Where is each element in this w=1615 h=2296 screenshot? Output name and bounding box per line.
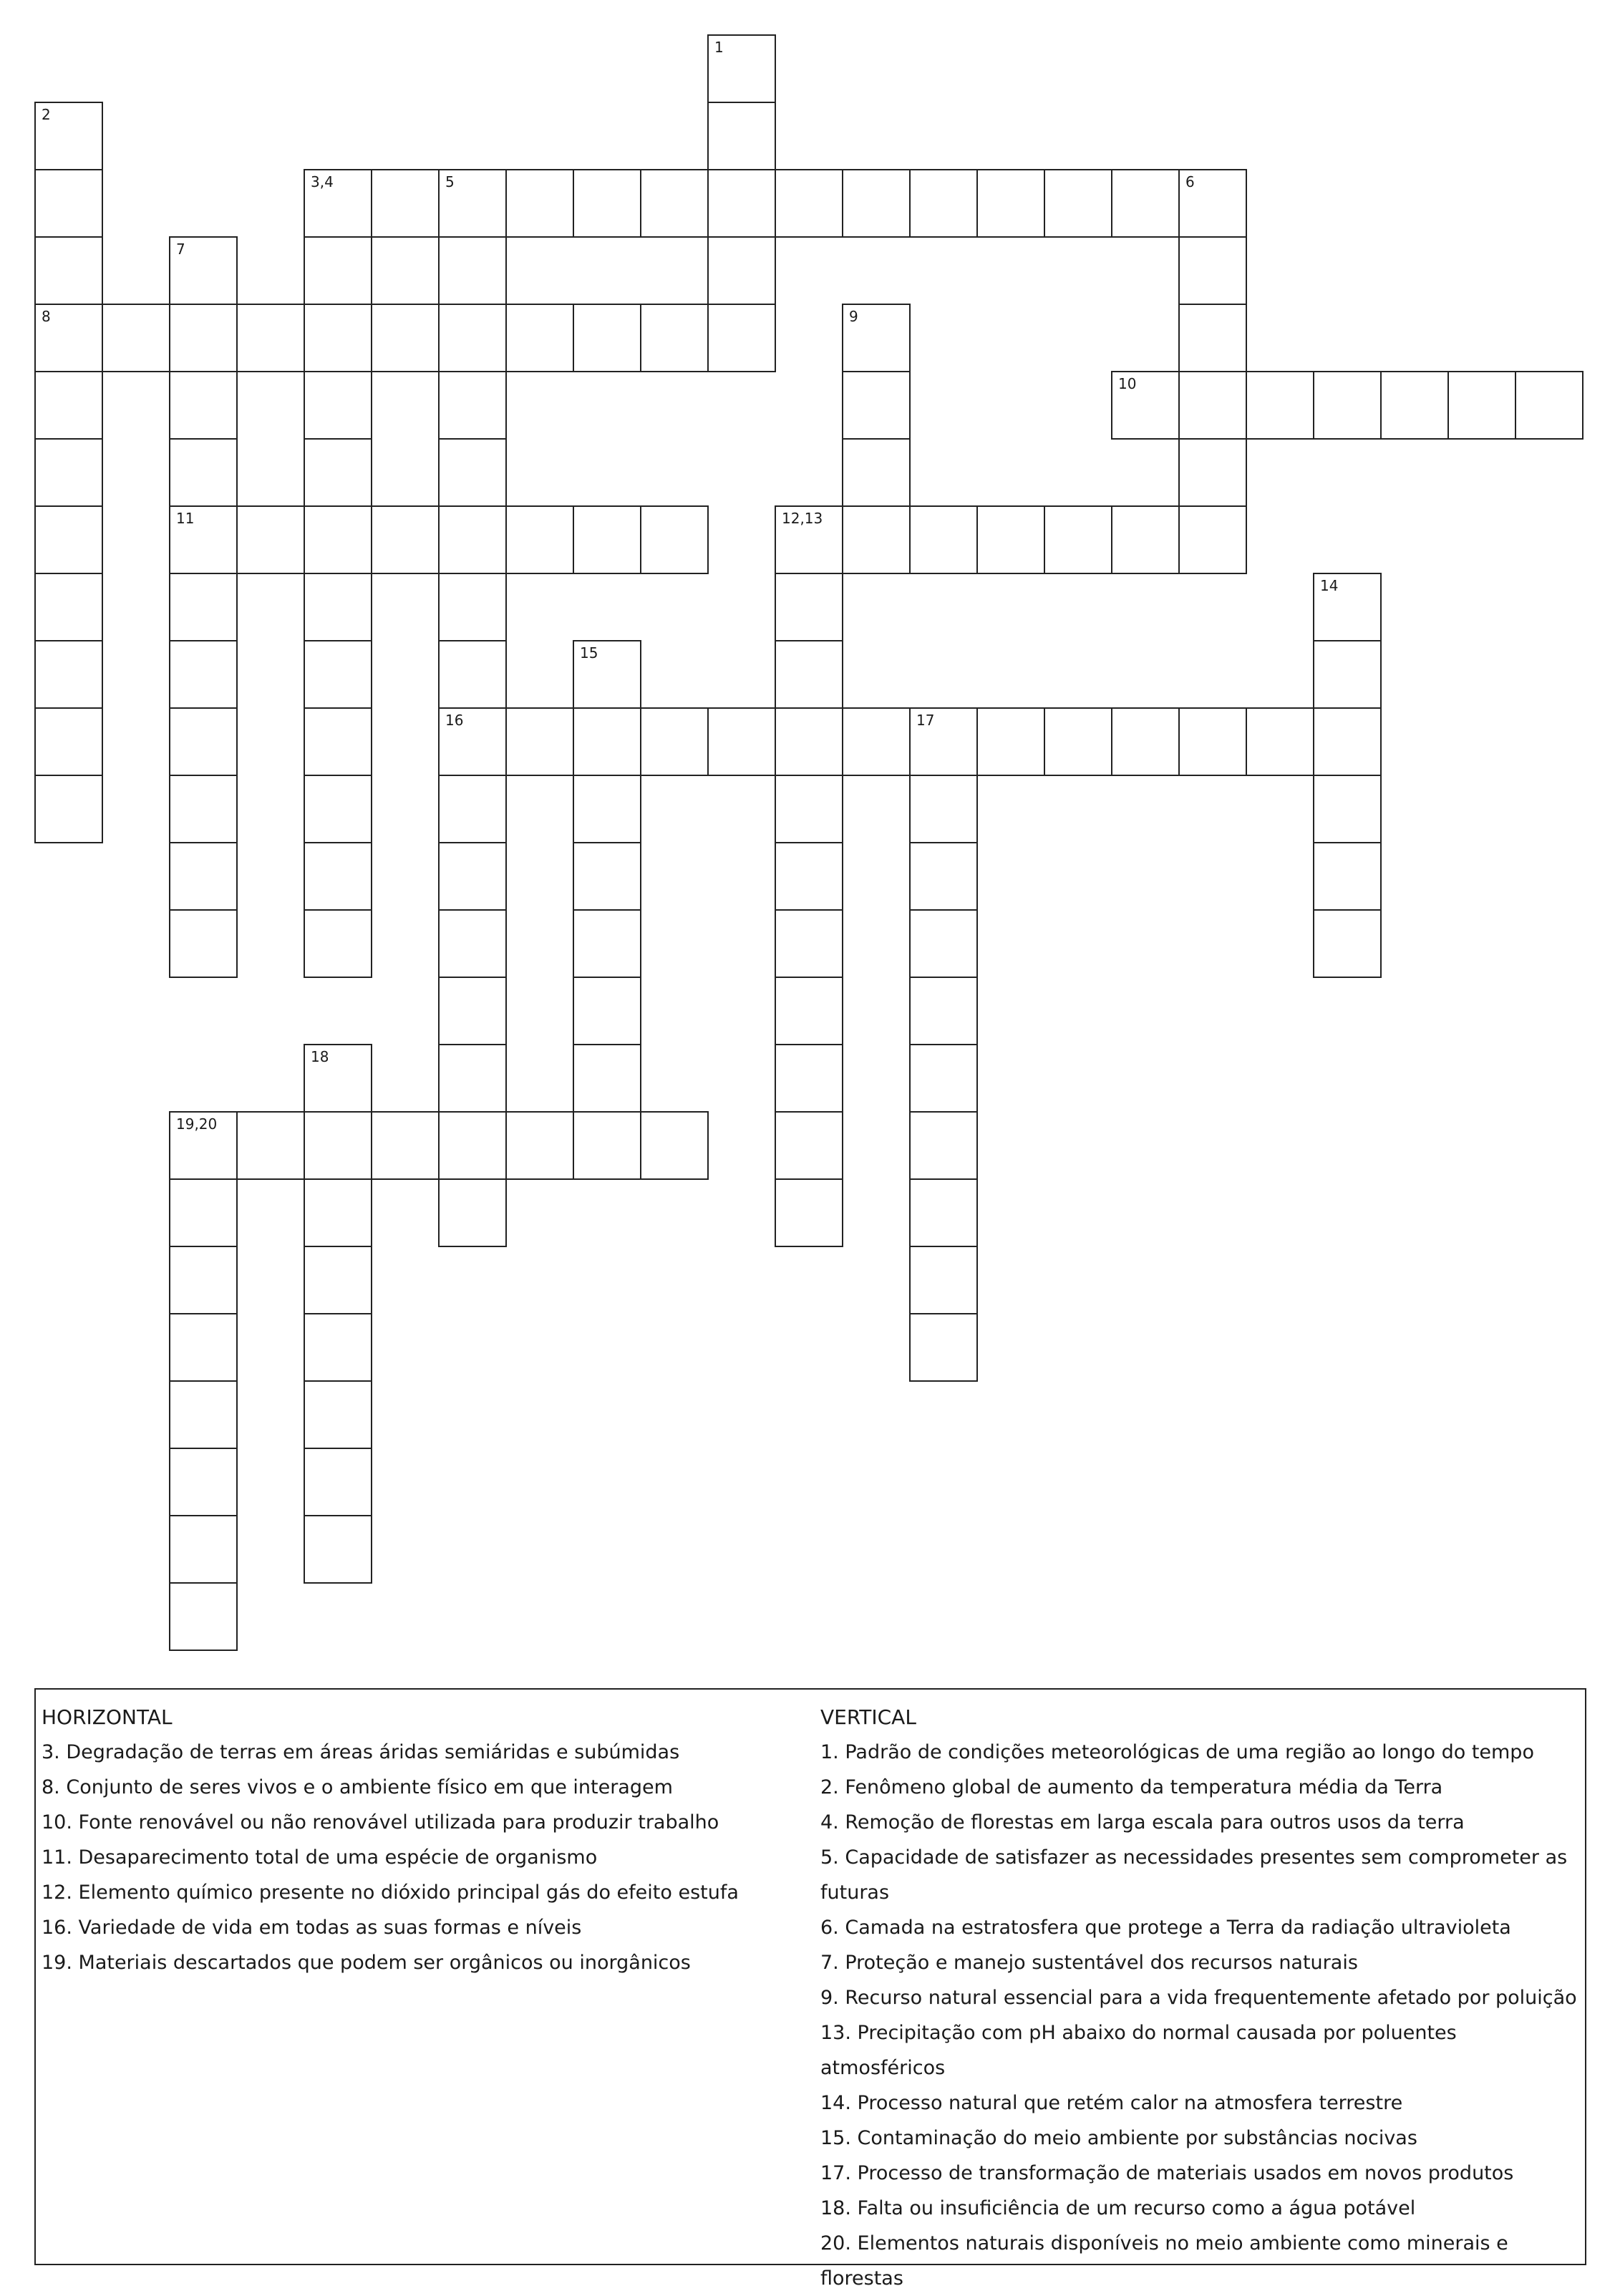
clue-horizontal: 8. Conjunto de seres vivos e o ambiente físico em que interagem	[42, 1776, 673, 1798]
grid-cell[interactable]	[775, 1044, 843, 1113]
grid-cell[interactable]	[169, 438, 238, 507]
grid-cell[interactable]	[1313, 371, 1382, 440]
grid-cell[interactable]	[842, 371, 911, 440]
vertical-title: VERTICAL	[820, 1705, 916, 1729]
grid-cell[interactable]	[1313, 573, 1382, 641]
grid-cell[interactable]	[169, 1313, 238, 1382]
clue-number: 11	[176, 510, 195, 527]
clue-vertical: 6. Camada na estratosfera que protege a Terra da radiação ultravioleta	[820, 1917, 1511, 1939]
clue-number: 5	[445, 173, 455, 190]
grid-cell[interactable]	[573, 304, 641, 372]
clue-horizontal: 10. Fonte renovável ou não renovável utilizada para produzir trabalho	[42, 1811, 719, 1834]
grid-cell[interactable]	[304, 707, 372, 776]
clue-number: 9	[849, 308, 858, 325]
grid-cell[interactable]	[34, 775, 103, 843]
grid-cell[interactable]	[34, 640, 103, 709]
grid-cell[interactable]	[1044, 169, 1112, 238]
grid-cell[interactable]	[371, 304, 440, 372]
grid-cell[interactable]	[304, 640, 372, 709]
grid-cell[interactable]	[1178, 236, 1247, 305]
grid-cell[interactable]	[304, 909, 372, 978]
grid-cell[interactable]	[304, 775, 372, 843]
clue-horizontal: 16. Variedade de vida em todas as suas formas e níveis	[42, 1917, 582, 1939]
grid-cell[interactable]	[775, 640, 843, 709]
grid-cell[interactable]	[371, 169, 440, 238]
grid-cell[interactable]	[34, 371, 103, 440]
grid-cell[interactable]	[304, 842, 372, 911]
grid-cell[interactable]	[169, 1448, 238, 1516]
grid-cell[interactable]	[573, 169, 641, 238]
grid-cell[interactable]	[505, 505, 574, 574]
grid-cell[interactable]	[1313, 842, 1382, 911]
clue-vertical: 9. Recurso natural essencial para a vida frequentemente afetado por poluição	[820, 1987, 1577, 2009]
grid-cell[interactable]	[371, 1111, 440, 1180]
grid-cell[interactable]	[304, 438, 372, 507]
grid-cell[interactable]	[438, 1044, 507, 1113]
grid-cell[interactable]	[640, 505, 709, 574]
grid-cell[interactable]	[573, 707, 641, 776]
grid-cell[interactable]	[304, 169, 372, 238]
clue-vertical: 15. Contaminação do meio ambiente por substâncias nocivas	[820, 2127, 1417, 2149]
grid-cell[interactable]	[438, 842, 507, 911]
grid-cell[interactable]	[1380, 371, 1449, 440]
grid-cell[interactable]	[102, 304, 170, 372]
grid-cell[interactable]	[371, 505, 440, 574]
clue-horizontal: 3. Degradação de terras em áreas áridas semiáridas e subúmidas	[42, 1741, 680, 1763]
horizontal-title: HORIZONTAL	[42, 1705, 173, 1729]
grid-cell[interactable]	[909, 909, 978, 978]
grid-cell[interactable]	[976, 505, 1045, 574]
grid-cell[interactable]	[236, 1111, 305, 1180]
grid-cell[interactable]	[169, 505, 238, 574]
clue-number: 15	[580, 644, 598, 662]
grid-cell[interactable]	[505, 169, 574, 238]
grid-cell[interactable]	[34, 102, 103, 170]
grid-cell[interactable]	[169, 304, 238, 372]
clue-number: 10	[1118, 375, 1137, 392]
grid-cell[interactable]	[169, 1178, 238, 1247]
grid-cell[interactable]	[909, 977, 978, 1045]
grid-cell[interactable]	[169, 1380, 238, 1449]
grid-cell[interactable]	[304, 1515, 372, 1584]
grid-cell[interactable]	[842, 304, 911, 372]
grid-cell[interactable]	[169, 371, 238, 440]
grid-cell[interactable]	[304, 573, 372, 641]
grid-cell[interactable]	[304, 505, 372, 574]
clue-number: 19,20	[176, 1115, 218, 1133]
grid-cell[interactable]	[909, 707, 978, 776]
grid-cell[interactable]	[1111, 169, 1180, 238]
grid-cell[interactable]	[169, 909, 238, 978]
grid-cell[interactable]	[775, 505, 843, 574]
grid-cell[interactable]	[842, 707, 911, 776]
clue-vertical: 5. Capacidade de satisfazer as necessidades presentes sem comprometer as futuras	[820, 1846, 1568, 1904]
grid-cell[interactable]	[976, 707, 1045, 776]
clue-horizontal: 11. Desaparecimento total de uma espécie de organismo	[42, 1846, 598, 1869]
grid-cell[interactable]	[438, 640, 507, 709]
grid-cell[interactable]	[842, 438, 911, 507]
grid-cell[interactable]	[1178, 438, 1247, 507]
grid-cell[interactable]	[169, 707, 238, 776]
grid-cell[interactable]	[169, 842, 238, 911]
grid-cell[interactable]	[1246, 371, 1314, 440]
grid-cell[interactable]	[304, 371, 372, 440]
clue-number: 12,13	[782, 510, 823, 527]
grid-cell[interactable]	[909, 1246, 978, 1314]
grid-cell[interactable]	[1313, 775, 1382, 843]
grid-cell[interactable]	[775, 775, 843, 843]
grid-cell[interactable]	[169, 236, 238, 305]
clue-number: 6	[1185, 173, 1195, 190]
grid-cell[interactable]	[304, 1111, 372, 1180]
clue-number: 18	[311, 1048, 329, 1065]
grid-cell[interactable]	[707, 102, 776, 170]
grid-cell[interactable]	[236, 505, 305, 574]
grid-cell[interactable]	[1178, 707, 1247, 776]
grid-cell[interactable]	[573, 977, 641, 1045]
grid-cell[interactable]	[1178, 371, 1247, 440]
grid-cell[interactable]	[438, 573, 507, 641]
grid-cell[interactable]	[640, 1111, 709, 1180]
grid-cell[interactable]	[573, 1111, 641, 1180]
grid-cell[interactable]	[909, 1111, 978, 1180]
grid-cell[interactable]	[34, 505, 103, 574]
grid-cell[interactable]	[438, 1111, 507, 1180]
grid-cell[interactable]	[909, 505, 978, 574]
grid-cell[interactable]	[909, 842, 978, 911]
grid-cell[interactable]	[1178, 505, 1247, 574]
grid-cell[interactable]	[505, 707, 574, 776]
grid-cell[interactable]	[438, 1178, 507, 1247]
clue-number: 7	[176, 241, 185, 258]
grid-cell[interactable]	[371, 236, 440, 305]
grid-cell[interactable]	[640, 169, 709, 238]
grid-cell[interactable]	[573, 842, 641, 911]
grid-cell[interactable]	[1313, 909, 1382, 978]
grid-cell[interactable]	[842, 505, 911, 574]
grid-cell[interactable]	[1044, 505, 1112, 574]
grid-cell[interactable]	[909, 1178, 978, 1247]
grid-cell[interactable]	[842, 169, 911, 238]
grid-cell[interactable]	[640, 707, 709, 776]
clue-number: 1	[714, 39, 724, 56]
grid-cell[interactable]	[438, 977, 507, 1045]
grid-cell[interactable]	[34, 304, 103, 372]
clue-vertical: 14. Processo natural que retém calor na atmosfera terrestre	[820, 2092, 1403, 2114]
grid-cell[interactable]	[438, 371, 507, 440]
grid-cell[interactable]	[775, 909, 843, 978]
grid-cell[interactable]	[775, 573, 843, 641]
grid-cell[interactable]	[1044, 707, 1112, 776]
grid-cell[interactable]	[1178, 304, 1247, 372]
grid-cell[interactable]	[438, 236, 507, 305]
grid-cell[interactable]	[505, 304, 574, 372]
grid-cell[interactable]	[775, 1178, 843, 1247]
grid-cell[interactable]	[304, 1313, 372, 1382]
grid-cell[interactable]	[34, 438, 103, 507]
grid-cell[interactable]	[707, 169, 776, 238]
grid-cell[interactable]	[34, 169, 103, 238]
grid-cell[interactable]	[976, 169, 1045, 238]
grid-cell[interactable]	[169, 1515, 238, 1584]
clue-number: 16	[445, 712, 464, 729]
grid-cell[interactable]	[775, 169, 843, 238]
grid-cell[interactable]	[438, 304, 507, 372]
grid-cell[interactable]	[707, 707, 776, 776]
grid-cell[interactable]	[573, 909, 641, 978]
grid-cell[interactable]	[169, 640, 238, 709]
grid-cell[interactable]	[304, 1448, 372, 1516]
grid-cell[interactable]	[775, 842, 843, 911]
vertical-clues	[820, 1700, 1579, 2296]
clue-number: 3,4	[311, 173, 334, 190]
grid-cell[interactable]	[573, 505, 641, 574]
grid-cell[interactable]	[1111, 505, 1180, 574]
grid-cell[interactable]	[909, 1313, 978, 1382]
grid-cell[interactable]	[438, 505, 507, 574]
grid-cell[interactable]	[169, 1582, 238, 1651]
clue-number: 14	[1320, 577, 1339, 594]
grid-cell[interactable]	[573, 640, 641, 709]
grid-cell[interactable]	[304, 1044, 372, 1113]
grid-cell[interactable]	[1178, 169, 1247, 238]
grid-cell[interactable]	[640, 304, 709, 372]
grid-cell[interactable]	[304, 236, 372, 305]
grid-cell[interactable]	[304, 304, 372, 372]
clues-box	[34, 1688, 1586, 2290]
grid-cell[interactable]	[1111, 707, 1180, 776]
clue-vertical: 1. Padrão de condições meteorológicas de uma região ao longo do tempo	[820, 1741, 1534, 1763]
grid-cell[interactable]	[34, 573, 103, 641]
grid-cell[interactable]	[1447, 371, 1516, 440]
grid-cell[interactable]	[1111, 371, 1180, 440]
clue-vertical: 7. Proteção e manejo sustentável dos recursos naturais	[820, 1952, 1358, 1974]
clue-horizontal: 12. Elemento químico presente no dióxido principal gás do efeito estufa	[42, 1881, 739, 1904]
grid-cell[interactable]	[438, 438, 507, 507]
grid-cell[interactable]	[169, 775, 238, 843]
grid-cell[interactable]	[505, 1111, 574, 1180]
clue-number: 2	[42, 106, 51, 123]
grid-cell[interactable]	[775, 707, 843, 776]
grid-cell[interactable]	[707, 34, 776, 103]
grid-cell[interactable]	[775, 1111, 843, 1180]
clue-vertical: 20. Elementos naturais disponíveis no meio ambiente como minerais e florestas	[820, 2232, 1508, 2290]
clue-number: 17	[916, 712, 935, 729]
grid-cell[interactable]	[304, 1246, 372, 1314]
grid-cell[interactable]	[573, 1044, 641, 1113]
grid-cell[interactable]	[1313, 707, 1382, 776]
grid-cell[interactable]	[1313, 640, 1382, 709]
clue-vertical: 4. Remoção de florestas em larga escala para outros usos da terra	[820, 1811, 1465, 1834]
grid-cell[interactable]	[438, 775, 507, 843]
grid-cell[interactable]	[438, 169, 507, 238]
grid-cell[interactable]	[707, 236, 776, 305]
grid-cell[interactable]	[573, 775, 641, 843]
grid-cell[interactable]	[438, 909, 507, 978]
grid-cell[interactable]	[169, 1246, 238, 1314]
grid-cell[interactable]	[169, 573, 238, 641]
grid-cell[interactable]	[34, 707, 103, 776]
clue-vertical: 13. Precipitação com pH abaixo do normal causada por poluentes atmosféricos	[820, 2022, 1457, 2079]
grid-cell[interactable]	[909, 169, 978, 238]
grid-cell[interactable]	[1515, 371, 1584, 440]
grid-cell[interactable]	[909, 775, 978, 843]
grid-cell[interactable]	[775, 977, 843, 1045]
grid-cell[interactable]	[236, 304, 305, 372]
clue-horizontal: 19. Materiais descartados que podem ser orgânicos ou inorgânicos	[42, 1952, 691, 1974]
grid-cell[interactable]	[1246, 707, 1314, 776]
grid-cell[interactable]	[909, 1044, 978, 1113]
grid-cell[interactable]	[34, 236, 103, 305]
clue-vertical: 18. Falta ou insuficiência de um recurso como a água potável	[820, 2197, 1416, 2219]
grid-cell[interactable]	[169, 1111, 238, 1180]
clue-number: 8	[42, 308, 51, 325]
clue-vertical: 2. Fenômeno global de aumento da temperatura média da Terra	[820, 1776, 1443, 1798]
grid-cell[interactable]	[438, 707, 507, 776]
clue-vertical: 17. Processo de transformação de materiais usados em novos produtos	[820, 2162, 1514, 2184]
grid-cell[interactable]	[707, 304, 776, 372]
grid-cell[interactable]	[304, 1380, 372, 1449]
horizontal-clues	[42, 1700, 793, 1980]
grid-cell[interactable]	[304, 1178, 372, 1247]
